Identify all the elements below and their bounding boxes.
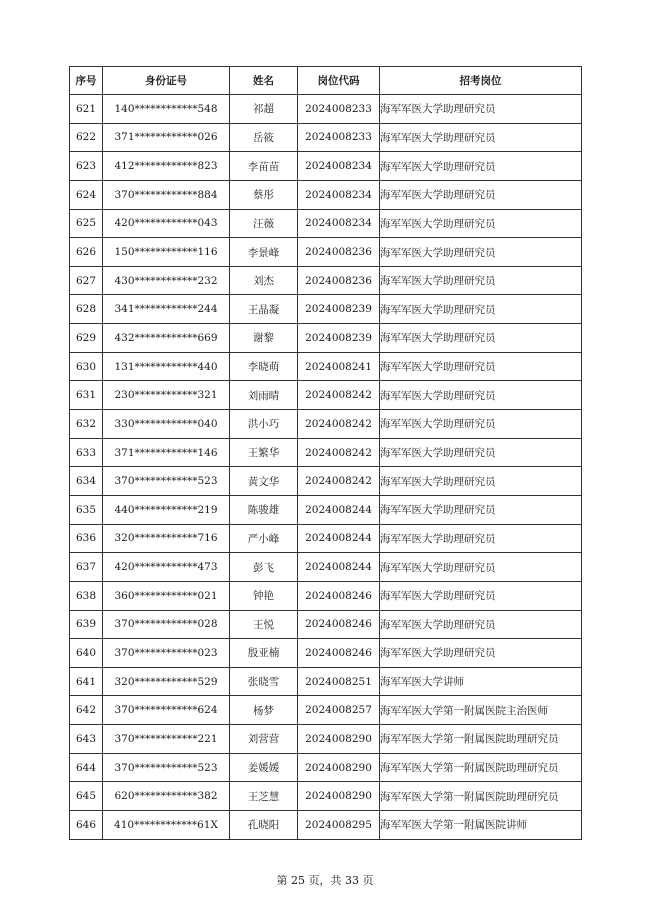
- cell-name: 王悦: [230, 610, 298, 639]
- cell-post-code: 2024008244: [298, 553, 380, 582]
- cell-id-number: 341************244: [103, 295, 230, 324]
- cell-position: 海军军医大学第一附属医院讲师: [380, 811, 582, 840]
- cell-seq: 637: [70, 553, 103, 582]
- table-row: [70, 725, 582, 754]
- cell-name: 陈骏雄: [230, 495, 298, 524]
- table-row: [70, 753, 582, 782]
- cell-post-code: 2024008242: [298, 410, 380, 439]
- cell-seq: 630: [70, 352, 103, 381]
- cell-post-code: 2024008236: [298, 238, 380, 267]
- cell-post-code: 2024008239: [298, 324, 380, 353]
- header-post-code: 岗位代码: [298, 67, 380, 95]
- cell-seq: 621: [70, 95, 103, 124]
- cell-post-code: 2024008244: [298, 524, 380, 553]
- cell-id-number: 370************221: [103, 725, 230, 754]
- cell-post-code: 2024008244: [298, 495, 380, 524]
- cell-id-number: 320************716: [103, 524, 230, 553]
- cell-id-number: 371************026: [103, 123, 230, 152]
- cell-post-code: 2024008242: [298, 438, 380, 467]
- table-row: [70, 811, 582, 840]
- cell-id-number: 230************321: [103, 381, 230, 410]
- cell-seq: 629: [70, 324, 103, 353]
- cell-post-code: 2024008290: [298, 782, 380, 811]
- cell-name: 黄文华: [230, 467, 298, 496]
- cell-name: 张晓雪: [230, 667, 298, 696]
- table-row: [70, 553, 582, 582]
- cell-name: 彭飞: [230, 553, 298, 582]
- cell-id-number: 420************473: [103, 553, 230, 582]
- table-row: [70, 352, 582, 381]
- cell-id-number: 432************669: [103, 324, 230, 353]
- table-row: [70, 95, 582, 124]
- cell-post-code: 2024008234: [298, 152, 380, 181]
- cell-name: 李苗苗: [230, 152, 298, 181]
- cell-position: 海军军医大学助理研究员: [380, 324, 582, 353]
- cell-name: 王芝慧: [230, 782, 298, 811]
- cell-seq: 643: [70, 725, 103, 754]
- cell-seq: 625: [70, 209, 103, 238]
- cell-name: 李景峰: [230, 238, 298, 267]
- cell-post-code: 2024008242: [298, 381, 380, 410]
- cell-name: 孔晓阳: [230, 811, 298, 840]
- cell-post-code: 2024008246: [298, 639, 380, 668]
- cell-post-code: 2024008233: [298, 95, 380, 124]
- table-row: [70, 123, 582, 152]
- table-row: [70, 696, 582, 725]
- cell-id-number: 150************116: [103, 238, 230, 267]
- cell-position: 海军军医大学助理研究员: [380, 553, 582, 582]
- cell-seq: 640: [70, 639, 103, 668]
- table-row: [70, 324, 582, 353]
- cell-position: 海军军医大学助理研究员: [380, 152, 582, 181]
- table-row: [70, 209, 582, 238]
- cell-position: 海军军医大学助理研究员: [380, 95, 582, 124]
- cell-position: 海军军医大学第一附属医院主治医师: [380, 696, 582, 725]
- cell-position: 海军军医大学助理研究员: [380, 639, 582, 668]
- cell-position: 海军军医大学助理研究员: [380, 467, 582, 496]
- cell-name: 严小峰: [230, 524, 298, 553]
- cell-seq: 644: [70, 753, 103, 782]
- cell-seq: 641: [70, 667, 103, 696]
- cell-post-code: 2024008290: [298, 725, 380, 754]
- cell-seq: 624: [70, 180, 103, 209]
- cell-position: 海军军医大学助理研究员: [380, 295, 582, 324]
- table-row: [70, 180, 582, 209]
- cell-post-code: 2024008241: [298, 352, 380, 381]
- cell-post-code: 2024008295: [298, 811, 380, 840]
- cell-position: 海军军医大学助理研究员: [380, 266, 582, 295]
- table-row: [70, 495, 582, 524]
- cell-position: 海军军医大学助理研究员: [380, 581, 582, 610]
- cell-position: 海军军医大学助理研究员: [380, 438, 582, 467]
- cell-name: 洪小巧: [230, 410, 298, 439]
- cell-position: 海军军医大学助理研究员: [380, 238, 582, 267]
- cell-name: 王繁华: [230, 438, 298, 467]
- cell-seq: 634: [70, 467, 103, 496]
- table-row: [70, 667, 582, 696]
- cell-seq: 631: [70, 381, 103, 410]
- cell-id-number: 140************548: [103, 95, 230, 124]
- cell-seq: 632: [70, 410, 103, 439]
- cell-post-code: 2024008239: [298, 295, 380, 324]
- cell-seq: 636: [70, 524, 103, 553]
- cell-name: 王晶凝: [230, 295, 298, 324]
- table-row: [70, 238, 582, 267]
- cell-seq: 638: [70, 581, 103, 610]
- cell-position: 海军军医大学第一附属医院助理研究员: [380, 782, 582, 811]
- cell-post-code: 2024008246: [298, 610, 380, 639]
- cell-name: 刘雨晴: [230, 381, 298, 410]
- cell-seq: 628: [70, 295, 103, 324]
- cell-post-code: 2024008251: [298, 667, 380, 696]
- cell-name: 刘营营: [230, 725, 298, 754]
- header-position: 招考岗位: [380, 67, 582, 95]
- cell-id-number: 370************028: [103, 610, 230, 639]
- cell-post-code: 2024008246: [298, 581, 380, 610]
- cell-id-number: 370************624: [103, 696, 230, 725]
- cell-id-number: 370************023: [103, 639, 230, 668]
- header-id-number: 身份证号: [103, 67, 230, 95]
- table-row: [70, 581, 582, 610]
- cell-post-code: 2024008234: [298, 180, 380, 209]
- table-row: [70, 152, 582, 181]
- cell-position: 海军军医大学助理研究员: [380, 495, 582, 524]
- cell-id-number: 370************523: [103, 467, 230, 496]
- cell-seq: 633: [70, 438, 103, 467]
- cell-id-number: 410************61X: [103, 811, 230, 840]
- cell-id-number: 430************232: [103, 266, 230, 295]
- table-row: [70, 524, 582, 553]
- cell-position: 海军军医大学助理研究员: [380, 610, 582, 639]
- cell-name: 谢黎: [230, 324, 298, 353]
- cell-name: 蔡彤: [230, 180, 298, 209]
- cell-id-number: 330************040: [103, 410, 230, 439]
- cell-name: 殷亚楠: [230, 639, 298, 668]
- table-row: [70, 295, 582, 324]
- cell-name: 岳筱: [230, 123, 298, 152]
- header-seq: 序号: [70, 67, 103, 95]
- cell-post-code: 2024008234: [298, 209, 380, 238]
- cell-seq: 635: [70, 495, 103, 524]
- table-row: [70, 639, 582, 668]
- cell-position: 海军军医大学助理研究员: [380, 209, 582, 238]
- cell-seq: 639: [70, 610, 103, 639]
- cell-post-code: 2024008236: [298, 266, 380, 295]
- cell-name: 李晓萌: [230, 352, 298, 381]
- table-row: [70, 381, 582, 410]
- table-row: [70, 467, 582, 496]
- cell-name: 杨梦: [230, 696, 298, 725]
- cell-name: 汪薇: [230, 209, 298, 238]
- cell-id-number: 420************043: [103, 209, 230, 238]
- header-name: 姓名: [230, 67, 298, 95]
- cell-id-number: 371************146: [103, 438, 230, 467]
- cell-seq: 622: [70, 123, 103, 152]
- cell-name: 刘杰: [230, 266, 298, 295]
- cell-position: 海军军医大学助理研究员: [380, 410, 582, 439]
- cell-post-code: 2024008290: [298, 753, 380, 782]
- table-body: [70, 95, 582, 840]
- cell-seq: 627: [70, 266, 103, 295]
- cell-seq: 646: [70, 811, 103, 840]
- cell-position: 海军军医大学讲师: [380, 667, 582, 696]
- cell-name: 钟艳: [230, 581, 298, 610]
- cell-id-number: 370************884: [103, 180, 230, 209]
- table-row: [70, 610, 582, 639]
- table-row: [70, 438, 582, 467]
- table-row: [70, 410, 582, 439]
- cell-name: 姜媛媛: [230, 753, 298, 782]
- cell-name: 祁超: [230, 95, 298, 124]
- cell-position: 海军军医大学第一附属医院助理研究员: [380, 753, 582, 782]
- cell-position: 海军军医大学助理研究员: [380, 524, 582, 553]
- cell-position: 海军军医大学助理研究员: [380, 381, 582, 410]
- cell-id-number: 440************219: [103, 495, 230, 524]
- cell-post-code: 2024008257: [298, 696, 380, 725]
- cell-position: 海军军医大学助理研究员: [380, 123, 582, 152]
- cell-seq: 642: [70, 696, 103, 725]
- table-row: [70, 782, 582, 811]
- cell-post-code: 2024008242: [298, 467, 380, 496]
- candidate-table: [69, 66, 582, 840]
- table-row: [70, 266, 582, 295]
- cell-position: 海军军医大学助理研究员: [380, 180, 582, 209]
- page-footer: 第 25 页，共 33 页: [276, 874, 374, 887]
- cell-seq: 623: [70, 152, 103, 181]
- cell-seq: 645: [70, 782, 103, 811]
- cell-position: 海军军医大学第一附属医院助理研究员: [380, 725, 582, 754]
- cell-position: 海军军医大学助理研究员: [380, 352, 582, 381]
- cell-id-number: 412************823: [103, 152, 230, 181]
- cell-id-number: 370************523: [103, 753, 230, 782]
- cell-post-code: 2024008233: [298, 123, 380, 152]
- header-row: [70, 67, 582, 95]
- cell-id-number: 131************440: [103, 352, 230, 381]
- cell-id-number: 620************382: [103, 782, 230, 811]
- cell-seq: 626: [70, 238, 103, 267]
- table-header: [70, 67, 582, 95]
- cell-id-number: 320************529: [103, 667, 230, 696]
- cell-id-number: 360************021: [103, 581, 230, 610]
